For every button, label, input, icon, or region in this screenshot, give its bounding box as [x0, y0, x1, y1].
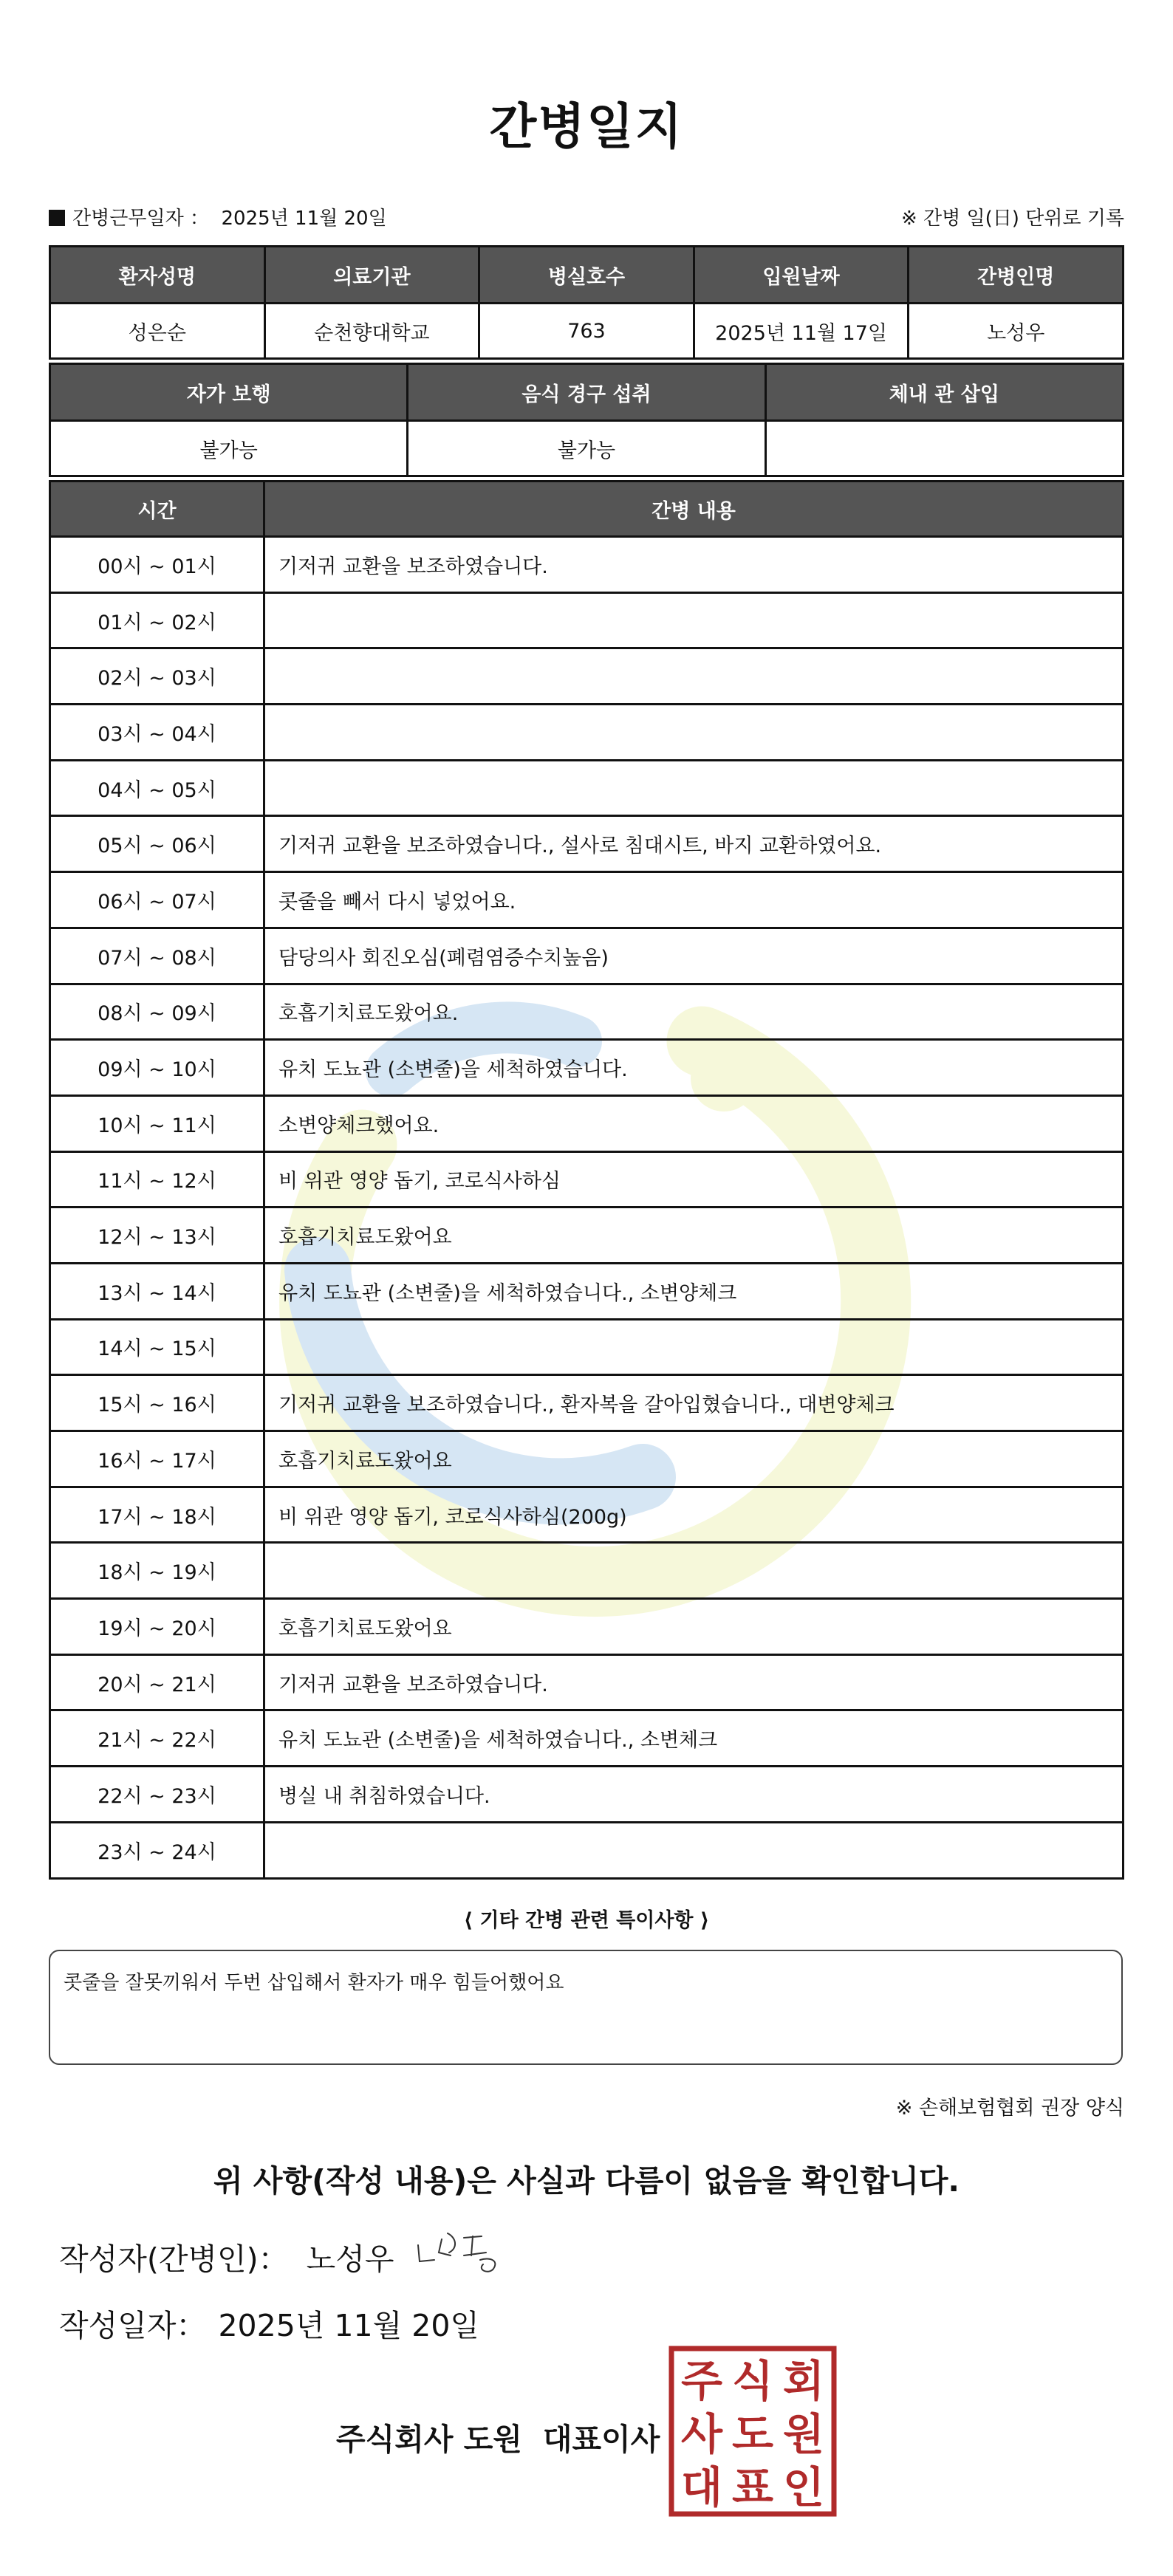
- svg-text:사: 사: [680, 2409, 723, 2459]
- log-row: [50, 760, 1124, 816]
- admission-date: 2025년 11월 17일: [694, 304, 909, 359]
- header-caregiver-name: 간병인명: [909, 247, 1124, 304]
- company-name: 주식회사 도원: [336, 2422, 522, 2457]
- svg-text:식: 식: [731, 2356, 774, 2406]
- log-content: 비 위관 영양 돕기, 코로식사하심(200g): [264, 1487, 1124, 1543]
- log-content: 기저귀 교환을 보조하였습니다., 설사로 침대시트, 바지 교환하였어요.: [264, 816, 1124, 872]
- log-content: 호흡기치료도왔어요: [264, 1208, 1124, 1264]
- log-content: 기저귀 교환을 보조하였습니다.: [264, 1654, 1124, 1710]
- log-row: [50, 648, 1124, 705]
- log-content: 유치 도뇨관 (소변줄)을 세척하였습니다., 소변양체크: [264, 1263, 1124, 1319]
- patient-info-table: [49, 245, 1124, 360]
- log-header-row: [50, 482, 1124, 537]
- log-row: [50, 872, 1124, 928]
- log-time: 16시 ~ 17시: [50, 1431, 264, 1487]
- log-time: 13시 ~ 14시: [50, 1263, 264, 1319]
- log-time: 04시 ~ 05시: [50, 760, 264, 816]
- patient-value-row: [50, 304, 1124, 359]
- log-row: [50, 705, 1124, 761]
- status-header-row: [50, 364, 1124, 421]
- svg-text:대: 대: [680, 2462, 723, 2512]
- log-content: [264, 1822, 1124, 1878]
- written-date-line: [59, 2301, 479, 2345]
- log-row: [50, 1151, 1124, 1208]
- log-time: 10시 ~ 11시: [50, 1095, 264, 1151]
- log-time: 18시 ~ 19시: [50, 1543, 264, 1599]
- log-content: 콧줄을 빼서 다시 넣었어요.: [264, 872, 1124, 928]
- header-tube-insertion: 체내 관 삽입: [765, 364, 1123, 421]
- care-date-value: 2025년 11월 20일: [221, 208, 387, 230]
- header-oral-intake: 음식 경구 섭취: [408, 364, 765, 421]
- log-time: 15시 ~ 16시: [50, 1375, 264, 1431]
- writer-label: 작성자(간병인)：: [59, 2241, 289, 2277]
- log-content: 기저귀 교환을 보조하였습니다., 환자복을 갈아입혔습니다., 대변양체크: [264, 1375, 1124, 1431]
- patient-header-row: [50, 247, 1124, 304]
- notes-text: 콧줄을 잘못끼워서 두번 삽입해서 환자가 매우 힘들어했어요: [64, 1972, 564, 1994]
- svg-text:원: 원: [782, 2409, 825, 2459]
- log-time: 01시 ~ 02시: [50, 592, 264, 648]
- header-self-walking: 자가 보행: [50, 364, 408, 421]
- confirmation-statement: 위 사항(작성 내용)은 사실과 다름이 없음을 확인합니다.: [213, 2163, 960, 2199]
- header-patient-name: 환자성명: [50, 247, 265, 304]
- header-admission-date: 입원날짜: [694, 247, 909, 304]
- meta-row: [49, 203, 1124, 233]
- header-time: 시간: [50, 482, 264, 537]
- log-row: [50, 1208, 1124, 1264]
- patient-name: 성은순: [50, 304, 265, 359]
- hospital-name: 순천향대학교: [264, 304, 479, 359]
- tube-insertion-value: [765, 421, 1123, 476]
- log-row: [50, 1040, 1124, 1096]
- log-time: 09시 ~ 10시: [50, 1040, 264, 1096]
- log-time: 06시 ~ 07시: [50, 872, 264, 928]
- log-row: [50, 1543, 1124, 1599]
- log-content: 기저귀 교환을 보조하였습니다.: [264, 537, 1124, 593]
- log-row: [50, 1263, 1124, 1319]
- written-date-value: 2025년 11월 20일: [218, 2308, 480, 2343]
- log-body: [50, 537, 1124, 1879]
- log-row: [50, 537, 1124, 593]
- log-content: 유치 도뇨관 (소변줄)을 세척하였습니다.: [264, 1040, 1124, 1096]
- notes-title: ⟨ 기타 간병 관련 특이사항 ⟩: [463, 1909, 710, 1932]
- header-room-number: 병실호수: [479, 247, 694, 304]
- log-time: 11시 ~ 12시: [50, 1151, 264, 1208]
- writer-line: [59, 2235, 394, 2278]
- company-seal: [668, 2346, 837, 2517]
- log-row: [50, 816, 1124, 872]
- notes-box: [49, 1950, 1123, 2065]
- log-time: 07시 ~ 08시: [50, 928, 264, 984]
- company-line: [336, 2415, 660, 2459]
- log-content: 호흡기치료도왔어요: [264, 1599, 1124, 1655]
- log-time: 12시 ~ 13시: [50, 1208, 264, 1264]
- log-content: [264, 648, 1124, 705]
- log-time: 19시 ~ 20시: [50, 1599, 264, 1655]
- oral-intake-value: 불가능: [408, 421, 765, 476]
- log-content: 호흡기치료도왔어요.: [264, 984, 1124, 1040]
- log-time: 03시 ~ 04시: [50, 705, 264, 761]
- log-content: [264, 760, 1124, 816]
- header-care-content: 간병 내용: [264, 482, 1124, 537]
- care-log-table: [49, 480, 1124, 1880]
- log-row: [50, 1654, 1124, 1710]
- self-walking-value: 불가능: [50, 421, 408, 476]
- log-time: 20시 ~ 21시: [50, 1654, 264, 1710]
- form-source-note: ※ 손해보험협회 권장 양식: [895, 2097, 1124, 2120]
- log-content: 담당의사 회진오심(폐렴염증수치높음): [264, 928, 1124, 984]
- log-content: [264, 592, 1124, 648]
- log-row: [50, 1095, 1124, 1151]
- svg-text:도: 도: [731, 2409, 774, 2459]
- handwritten-signature: [412, 2223, 516, 2278]
- log-time: 00시 ~ 01시: [50, 537, 264, 593]
- log-row: [50, 1319, 1124, 1375]
- log-time: 02시 ~ 03시: [50, 648, 264, 705]
- written-date-label: 작성일자：: [59, 2308, 207, 2343]
- log-time: 05시 ~ 06시: [50, 816, 264, 872]
- log-content: 유치 도뇨관 (소변줄)을 세척하였습니다., 소변체크: [264, 1710, 1124, 1767]
- svg-text:표: 표: [731, 2462, 774, 2512]
- log-row: [50, 1822, 1124, 1878]
- log-content: 소변양체크했어요.: [264, 1095, 1124, 1151]
- log-time: 17시 ~ 18시: [50, 1487, 264, 1543]
- log-time: 23시 ~ 24시: [50, 1822, 264, 1878]
- log-content: 호흡기치료도왔어요: [264, 1431, 1124, 1487]
- svg-text:주: 주: [680, 2356, 723, 2406]
- log-time: 22시 ~ 23시: [50, 1767, 264, 1823]
- patient-status-table: [49, 363, 1124, 477]
- log-time: 21시 ~ 22시: [50, 1710, 264, 1767]
- writer-name: 노성우: [306, 2241, 394, 2277]
- room-number: 763: [479, 304, 694, 359]
- log-row: [50, 592, 1124, 648]
- log-content: [264, 1543, 1124, 1599]
- log-time: 14시 ~ 15시: [50, 1319, 264, 1375]
- log-row: [50, 1431, 1124, 1487]
- svg-text:회: 회: [782, 2356, 825, 2406]
- log-row: [50, 984, 1124, 1040]
- caregiver-name: 노성우: [909, 304, 1124, 359]
- log-row: [50, 1767, 1124, 1823]
- log-content: 비 위관 영양 돕기, 코로식사하심: [264, 1151, 1124, 1208]
- log-row: [50, 1599, 1124, 1655]
- log-content: [264, 705, 1124, 761]
- log-row: [50, 1710, 1124, 1767]
- care-date: [49, 203, 387, 230]
- log-time: 08시 ~ 09시: [50, 984, 264, 1040]
- log-content: [264, 1319, 1124, 1375]
- svg-text:인: 인: [782, 2462, 825, 2512]
- square-bullet-icon: [49, 210, 65, 226]
- log-content: 병실 내 취침하였습니다.: [264, 1767, 1124, 1823]
- care-date-label: 간병근무일자 ：: [72, 208, 209, 230]
- record-unit-note: ※ 간병 일(日) 단위로 기록: [900, 208, 1124, 230]
- document-title: 간병일지: [489, 98, 684, 155]
- header-hospital: 의료기관: [264, 247, 479, 304]
- status-value-row: [50, 421, 1124, 476]
- log-row: [50, 1375, 1124, 1431]
- log-row: [50, 928, 1124, 984]
- ceo-title: 대표이사: [542, 2422, 660, 2457]
- log-row: [50, 1487, 1124, 1543]
